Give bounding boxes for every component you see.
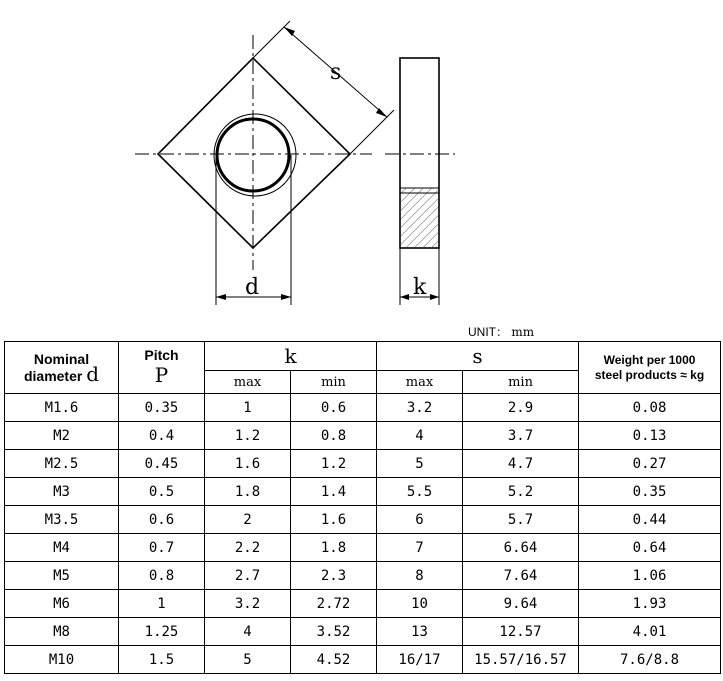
cell-s-max: 4: [377, 422, 463, 450]
cell-nominal-diameter: M2.5: [5, 450, 119, 478]
cell-weight: 0.44: [579, 506, 721, 534]
cell-k-max: 1.8: [205, 478, 291, 506]
cell-pitch: 1.25: [119, 618, 205, 646]
cell-s-min: 2.9: [463, 394, 579, 422]
nut-front-view: [135, 21, 394, 305]
unit-value: mm: [511, 325, 535, 339]
cell-pitch: 1.5: [119, 646, 205, 674]
header-nominal-line1: Nominal: [33, 350, 90, 367]
cell-pitch: 0.7: [119, 534, 205, 562]
cell-k-max: 1.2: [205, 422, 291, 450]
cell-k-min: 0.6: [291, 394, 377, 422]
label-k: k: [413, 275, 427, 300]
cell-pitch: 0.4: [119, 422, 205, 450]
dimension-table: [4, 341, 721, 674]
technical-drawing: [0, 0, 723, 320]
cell-weight: 1.06: [579, 562, 721, 590]
cell-k-max: 3.2: [205, 590, 291, 618]
cell-s-max: 3.2: [377, 394, 463, 422]
cell-weight: 0.13: [579, 422, 721, 450]
cell-pitch: 0.35: [119, 394, 205, 422]
cell-pitch: 0.6: [119, 506, 205, 534]
cell-k-min: 4.52: [291, 646, 377, 674]
cell-k-max: 2.7: [205, 562, 291, 590]
cell-pitch: 1: [119, 590, 205, 618]
header-weight: [579, 342, 721, 394]
cell-k-max: 2.2: [205, 534, 291, 562]
header-weight-line2: steel products ≈ kg: [594, 367, 705, 382]
unit-prefix: UNIT：: [468, 325, 508, 339]
cell-k-min: 1.4: [291, 478, 377, 506]
cell-s-min: 12.57: [463, 618, 579, 646]
cell-weight: 7.6/8.8: [579, 646, 721, 674]
header-k-max: max: [205, 371, 291, 394]
cell-s-max: 8: [377, 562, 463, 590]
cell-s-max: 16/17: [377, 646, 463, 674]
cell-nominal-diameter: M8: [5, 618, 119, 646]
header-s-max: max: [377, 371, 463, 394]
cell-weight: 0.35: [579, 478, 721, 506]
table-row: [5, 534, 721, 562]
table-row: [5, 450, 721, 478]
label-d: d: [245, 275, 260, 300]
header-nominal-diameter: [5, 342, 119, 394]
cell-k-min: 1.8: [291, 534, 377, 562]
table-row: [5, 422, 721, 450]
cell-k-min: 1.6: [291, 506, 377, 534]
cell-s-min: 3.7: [463, 422, 579, 450]
cell-k-min: 2.3: [291, 562, 377, 590]
cell-k-min: 1.2: [291, 450, 377, 478]
header-k-min: min: [291, 371, 377, 394]
nut-side-view: [385, 58, 455, 305]
cell-nominal-diameter: M2: [5, 422, 119, 450]
cell-k-min: 2.72: [291, 590, 377, 618]
cell-s-min: 15.57/16.57: [463, 646, 579, 674]
table-row: [5, 618, 721, 646]
cell-k-max: 1.6: [205, 450, 291, 478]
cell-k-max: 4: [205, 618, 291, 646]
cell-nominal-diameter: M4: [5, 534, 119, 562]
cell-weight: 4.01: [579, 618, 721, 646]
cell-k-min: 0.8: [291, 422, 377, 450]
cell-k-min: 3.52: [291, 618, 377, 646]
cell-weight: 0.27: [579, 450, 721, 478]
header-pitch: [119, 342, 205, 394]
cell-s-min: 4.7: [463, 450, 579, 478]
cell-k-max: 1: [205, 394, 291, 422]
cell-pitch: 0.5: [119, 478, 205, 506]
cell-s-max: 7: [377, 534, 463, 562]
cell-pitch: 0.45: [119, 450, 205, 478]
table-row: [5, 394, 721, 422]
cell-nominal-diameter: M10: [5, 646, 119, 674]
label-s: s: [330, 60, 342, 85]
cell-nominal-diameter: M3: [5, 478, 119, 506]
table-row: [5, 478, 721, 506]
table-row: [5, 590, 721, 618]
table-row: [5, 506, 721, 534]
header-nominal-symbol: d: [86, 361, 100, 386]
header-s-min: min: [463, 371, 579, 394]
cell-nominal-diameter: M1.6: [5, 394, 119, 422]
cell-nominal-diameter: M3.5: [5, 506, 119, 534]
cell-s-min: 5.7: [463, 506, 579, 534]
table-row: [5, 646, 721, 674]
table-row: [5, 562, 721, 590]
cell-s-min: 5.2: [463, 478, 579, 506]
cell-weight: 1.93: [579, 590, 721, 618]
cell-s-min: 9.64: [463, 590, 579, 618]
cell-s-min: 7.64: [463, 562, 579, 590]
header-pitch-label: Pitch: [144, 347, 179, 363]
header-pitch-symbol: P: [154, 363, 169, 387]
header-weight-line1: Weight per 1000: [603, 352, 696, 367]
cell-s-max: 5.5: [377, 478, 463, 506]
cell-k-max: 2: [205, 506, 291, 534]
cell-s-max: 10: [377, 590, 463, 618]
cell-s-max: 5: [377, 450, 463, 478]
cell-k-max: 5: [205, 646, 291, 674]
cell-weight: 0.64: [579, 534, 721, 562]
header-s: s: [377, 342, 579, 371]
unit-label: [468, 323, 534, 340]
cell-nominal-diameter: M5: [5, 562, 119, 590]
cell-weight: 0.08: [579, 394, 721, 422]
header-nominal-line2: diameter: [23, 367, 83, 384]
header-k: k: [205, 342, 377, 371]
cell-s-max: 13: [377, 618, 463, 646]
cell-pitch: 0.8: [119, 562, 205, 590]
cell-s-min: 6.64: [463, 534, 579, 562]
cell-nominal-diameter: M6: [5, 590, 119, 618]
cell-s-max: 6: [377, 506, 463, 534]
